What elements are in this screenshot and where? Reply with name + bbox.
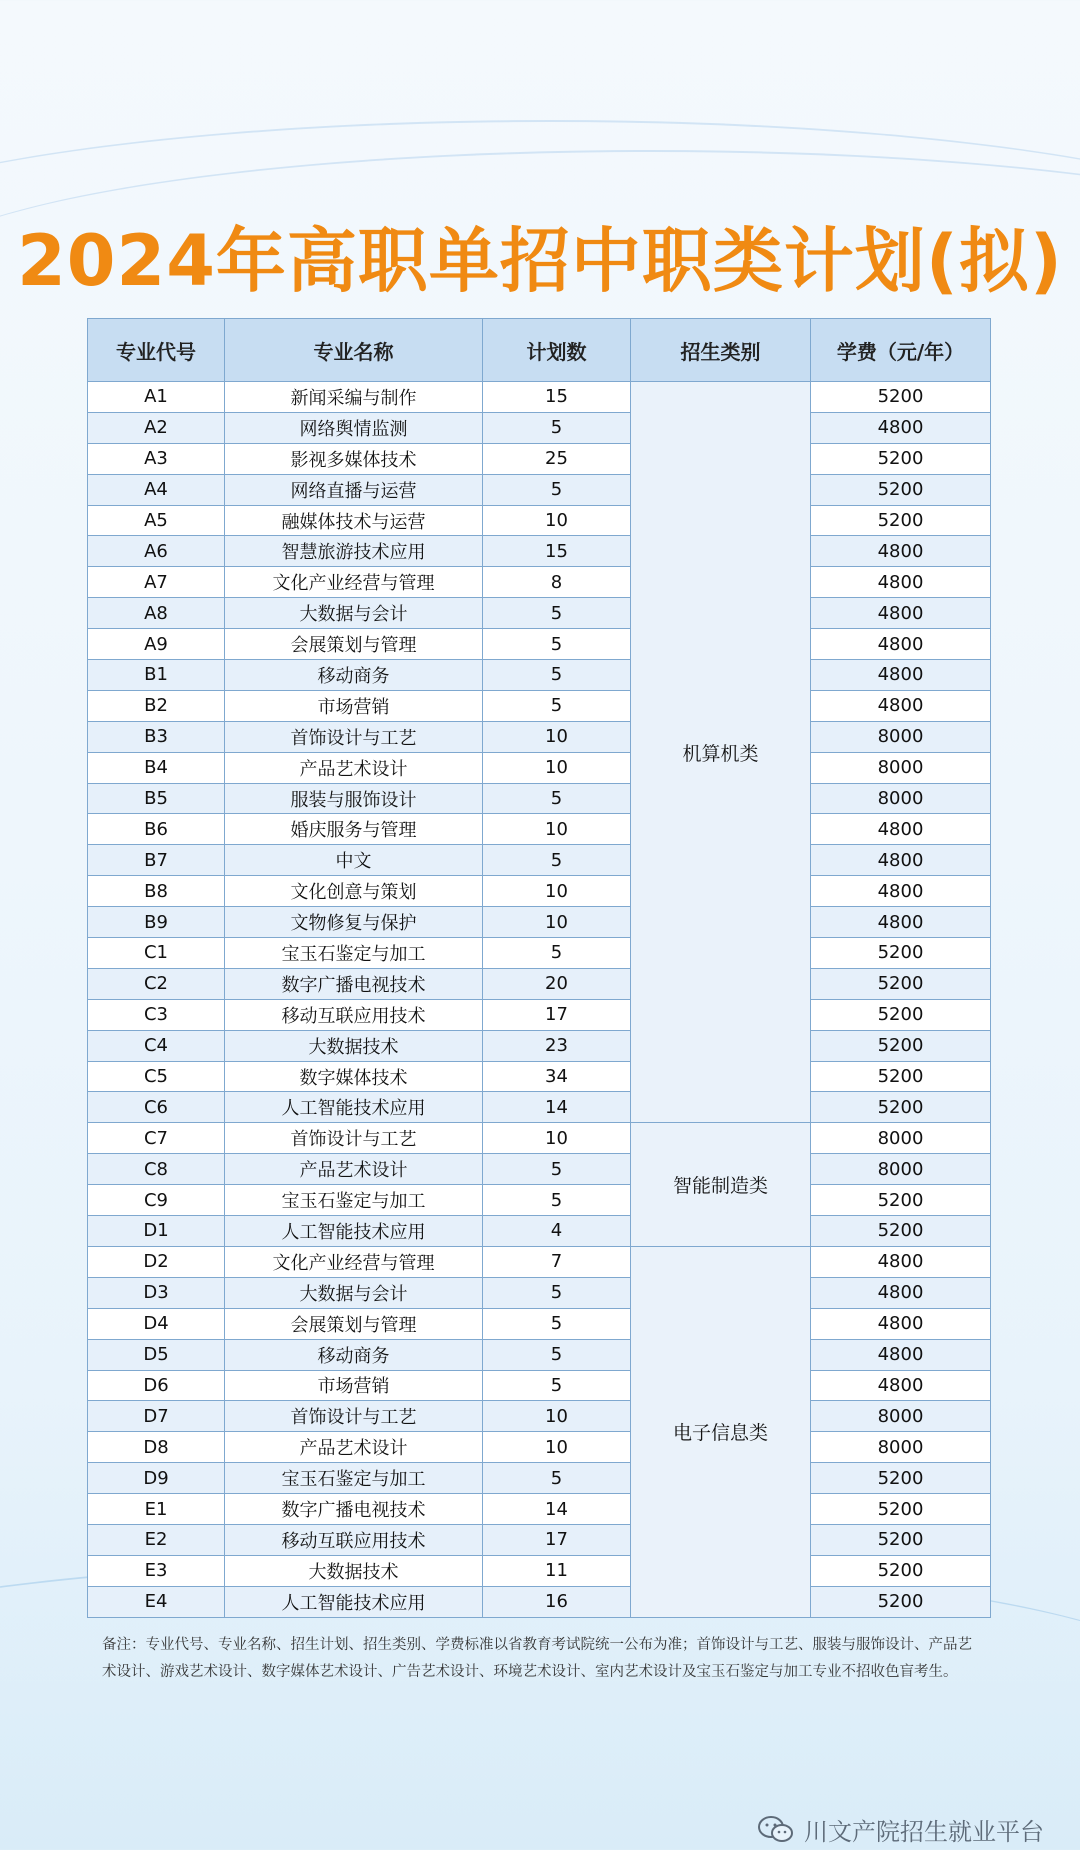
cell-name: 移动互联应用技术 (225, 1524, 483, 1555)
cell-count: 5 (483, 1185, 631, 1216)
cell-name: 文化创意与策划 (225, 876, 483, 907)
cell-code: D4 (88, 1308, 225, 1339)
cell-name: 大数据技术 (225, 1030, 483, 1061)
cell-code: A9 (88, 629, 225, 660)
cell-fee: 5200 (811, 938, 991, 969)
cell-code: C1 (88, 938, 225, 969)
cell-fee: 5200 (811, 1030, 991, 1061)
cell-fee: 5200 (811, 505, 991, 536)
cell-fee: 8000 (811, 752, 991, 783)
cell-fee: 5200 (811, 1216, 991, 1247)
cell-code: E4 (88, 1586, 225, 1617)
cell-fee: 8000 (811, 1432, 991, 1463)
cell-name: 数字广播电视技术 (225, 968, 483, 999)
cell-fee: 5200 (811, 999, 991, 1030)
table-row (88, 1216, 991, 1247)
cell-fee: 5200 (811, 382, 991, 413)
cell-fee: 4800 (811, 536, 991, 567)
cell-code: D3 (88, 1277, 225, 1308)
cell-code: A8 (88, 598, 225, 629)
cell-name: 文化产业经营与管理 (225, 1246, 483, 1277)
cell-count: 16 (483, 1586, 631, 1617)
table-row (88, 1154, 991, 1185)
table-row (88, 1494, 991, 1525)
cell-count: 5 (483, 938, 631, 969)
cell-code: C8 (88, 1154, 225, 1185)
cell-code: A7 (88, 567, 225, 598)
cell-code: B6 (88, 814, 225, 845)
cell-code: E3 (88, 1555, 225, 1586)
cell-category: 电子信息类 (631, 1246, 811, 1617)
table-row (88, 1092, 991, 1123)
cell-count: 20 (483, 968, 631, 999)
cell-name: 市场营销 (225, 1370, 483, 1401)
cell-fee: 5200 (811, 1524, 991, 1555)
cell-count: 10 (483, 814, 631, 845)
cell-fee: 5200 (811, 474, 991, 505)
cell-fee: 4800 (811, 1339, 991, 1370)
footnote: 备注：专业代号、专业名称、招生计划、招生类别、学费标准以省教育考试院统一公布为准；首饰设计与工艺、服装与服饰设计、产品艺术设计、游戏艺术设计、数字媒体艺术设计、广告艺术设计、环境艺术设计、室内艺术设计及宝玉石鉴定与加工专业不招收色盲考生。 (102, 1637, 972, 1680)
cell-fee: 4800 (811, 1277, 991, 1308)
cell-code: A3 (88, 443, 225, 474)
cell-code: A4 (88, 474, 225, 505)
table-row (88, 536, 991, 567)
cell-name: 数字媒体技术 (225, 1061, 483, 1092)
table-row (88, 567, 991, 598)
cell-fee: 5200 (811, 1586, 991, 1617)
cell-name: 影视多媒体技术 (225, 443, 483, 474)
table-row (88, 1432, 991, 1463)
cell-name: 大数据与会计 (225, 598, 483, 629)
header-category: 招生类别 (631, 319, 811, 382)
cell-name: 移动互联应用技术 (225, 999, 483, 1030)
cell-name: 首饰设计与工艺 (225, 1401, 483, 1432)
cell-code: B3 (88, 721, 225, 752)
cell-name: 数字广播电视技术 (225, 1494, 483, 1525)
cell-fee: 4800 (811, 876, 991, 907)
cell-fee: 8000 (811, 1154, 991, 1185)
table-row (88, 1586, 991, 1617)
cell-count: 5 (483, 1463, 631, 1494)
cell-fee: 4800 (811, 814, 991, 845)
cell-count: 10 (483, 721, 631, 752)
cell-name: 移动商务 (225, 660, 483, 691)
cell-count: 10 (483, 505, 631, 536)
cell-code: A5 (88, 505, 225, 536)
table-row (88, 814, 991, 845)
cell-name: 会展策划与管理 (225, 1308, 483, 1339)
cell-name: 人工智能技术应用 (225, 1586, 483, 1617)
cell-fee: 5200 (811, 1463, 991, 1494)
cell-code: D5 (88, 1339, 225, 1370)
cell-count: 15 (483, 382, 631, 413)
footer-account-name: 川文产院招生就业平台 (804, 1818, 1044, 1846)
cell-fee: 4800 (811, 1370, 991, 1401)
cell-count: 17 (483, 1524, 631, 1555)
cell-count: 4 (483, 1216, 631, 1247)
cell-name: 大数据技术 (225, 1555, 483, 1586)
cell-category: 智能制造类 (631, 1123, 811, 1247)
cell-code: B4 (88, 752, 225, 783)
cell-count: 10 (483, 907, 631, 938)
table-header (88, 319, 991, 382)
cell-fee: 4800 (811, 907, 991, 938)
cell-fee: 5200 (811, 443, 991, 474)
cell-count: 25 (483, 443, 631, 474)
cell-fee: 4800 (811, 598, 991, 629)
cell-code: C2 (88, 968, 225, 999)
cell-fee: 4800 (811, 1308, 991, 1339)
table-row (88, 629, 991, 660)
cell-name: 网络舆情监测 (225, 412, 483, 443)
cell-name: 市场营销 (225, 690, 483, 721)
cell-name: 产品艺术设计 (225, 1154, 483, 1185)
cell-count: 10 (483, 1432, 631, 1463)
cell-count: 34 (483, 1061, 631, 1092)
cell-fee: 5200 (811, 1185, 991, 1216)
cell-name: 宝玉石鉴定与加工 (225, 938, 483, 969)
cell-name: 首饰设计与工艺 (225, 1123, 483, 1154)
cell-code: C7 (88, 1123, 225, 1154)
cell-count: 5 (483, 783, 631, 814)
cell-count: 14 (483, 1092, 631, 1123)
cell-code: C4 (88, 1030, 225, 1061)
cell-name: 人工智能技术应用 (225, 1092, 483, 1123)
cell-code: C3 (88, 999, 225, 1030)
table-row (88, 1308, 991, 1339)
header-count: 计划数 (483, 319, 631, 382)
cell-count: 5 (483, 845, 631, 876)
enrollment-plan-table (87, 318, 991, 1618)
cell-count: 5 (483, 660, 631, 691)
cell-fee: 4800 (811, 660, 991, 691)
cell-code: B8 (88, 876, 225, 907)
table-row (88, 1370, 991, 1401)
cell-count: 8 (483, 567, 631, 598)
table-row (88, 783, 991, 814)
cell-fee: 8000 (811, 783, 991, 814)
cell-count: 5 (483, 629, 631, 660)
cell-code: D7 (88, 1401, 225, 1432)
cell-fee: 4800 (811, 690, 991, 721)
cell-name: 网络直播与运营 (225, 474, 483, 505)
table-row (88, 1061, 991, 1092)
header-name: 专业名称 (225, 319, 483, 382)
header-fee: 学费（元/年） (811, 319, 991, 382)
cell-fee: 5200 (811, 1061, 991, 1092)
cell-fee: 5200 (811, 968, 991, 999)
cell-name: 融媒体技术与运营 (225, 505, 483, 536)
table-row (88, 1277, 991, 1308)
cell-code: C5 (88, 1061, 225, 1092)
table-row (88, 968, 991, 999)
cell-code: E1 (88, 1494, 225, 1525)
cell-name: 中文 (225, 845, 483, 876)
cell-count: 17 (483, 999, 631, 1030)
cell-name: 产品艺术设计 (225, 1432, 483, 1463)
table-row (88, 660, 991, 691)
cell-count: 5 (483, 1277, 631, 1308)
cell-fee: 4800 (811, 567, 991, 598)
footer-account (756, 1812, 1044, 1847)
cell-fee: 4800 (811, 629, 991, 660)
cell-code: D9 (88, 1463, 225, 1494)
table-row (88, 1463, 991, 1494)
table-row (88, 938, 991, 969)
cell-count: 5 (483, 474, 631, 505)
cell-name: 宝玉石鉴定与加工 (225, 1185, 483, 1216)
cell-name: 宝玉石鉴定与加工 (225, 1463, 483, 1494)
cell-count: 5 (483, 1339, 631, 1370)
cell-name: 会展策划与管理 (225, 629, 483, 660)
cell-count: 10 (483, 876, 631, 907)
cell-code: B5 (88, 783, 225, 814)
cell-code: D2 (88, 1246, 225, 1277)
table-row (88, 999, 991, 1030)
header-row (88, 319, 991, 382)
cell-code: B7 (88, 845, 225, 876)
table-row (88, 1555, 991, 1586)
cell-code: D6 (88, 1370, 225, 1401)
cell-code: E2 (88, 1524, 225, 1555)
cell-count: 15 (483, 536, 631, 567)
cell-fee: 5200 (811, 1092, 991, 1123)
cell-name: 智慧旅游技术应用 (225, 536, 483, 567)
cell-fee: 8000 (811, 1401, 991, 1432)
cell-name: 移动商务 (225, 1339, 483, 1370)
cell-code: D1 (88, 1216, 225, 1247)
table-row (88, 721, 991, 752)
table-row (88, 752, 991, 783)
cell-code: A2 (88, 412, 225, 443)
table-row (88, 845, 991, 876)
table-row (88, 1030, 991, 1061)
cell-code: C6 (88, 1092, 225, 1123)
cell-count: 23 (483, 1030, 631, 1061)
cell-count: 5 (483, 598, 631, 629)
cell-fee: 4800 (811, 845, 991, 876)
table-row (88, 505, 991, 536)
cell-fee: 5200 (811, 1555, 991, 1586)
cell-count: 10 (483, 1401, 631, 1432)
cell-fee: 8000 (811, 721, 991, 752)
cell-fee: 5200 (811, 1494, 991, 1525)
header-code: 专业代号 (88, 319, 225, 382)
cell-count: 5 (483, 1154, 631, 1185)
table-row (88, 443, 991, 474)
wechat-icon (756, 1815, 796, 1845)
cell-name: 婚庆服务与管理 (225, 814, 483, 845)
cell-count: 5 (483, 1308, 631, 1339)
cell-fee: 8000 (811, 1123, 991, 1154)
cell-name: 新闻采编与制作 (225, 382, 483, 413)
cell-code: B2 (88, 690, 225, 721)
cell-code: B1 (88, 660, 225, 691)
cell-name: 文化产业经营与管理 (225, 567, 483, 598)
page-title: 2024年高职单招中职类计划(拟) (17, 220, 1063, 302)
cell-name: 文物修复与保护 (225, 907, 483, 938)
cell-code: A1 (88, 382, 225, 413)
table-row (88, 1246, 991, 1277)
table-row (88, 1401, 991, 1432)
cell-count: 5 (483, 1370, 631, 1401)
cell-code: A6 (88, 536, 225, 567)
table-row (88, 907, 991, 938)
cell-fee: 4800 (811, 412, 991, 443)
cell-count: 5 (483, 412, 631, 443)
cell-category: 机算机类 (631, 382, 811, 1123)
cell-code: B9 (88, 907, 225, 938)
table-row (88, 598, 991, 629)
cell-fee: 4800 (811, 1246, 991, 1277)
cell-count: 10 (483, 752, 631, 783)
cell-name: 大数据与会计 (225, 1277, 483, 1308)
table-row (88, 1524, 991, 1555)
table-row (88, 1123, 991, 1154)
cell-name: 首饰设计与工艺 (225, 721, 483, 752)
cell-name: 产品艺术设计 (225, 752, 483, 783)
cell-count: 14 (483, 1494, 631, 1525)
cell-count: 5 (483, 690, 631, 721)
cell-count: 10 (483, 1123, 631, 1154)
table-row (88, 1339, 991, 1370)
cell-count: 11 (483, 1555, 631, 1586)
cell-code: D8 (88, 1432, 225, 1463)
table-row (88, 1185, 991, 1216)
table-row (88, 382, 991, 413)
cell-code: C9 (88, 1185, 225, 1216)
cell-name: 人工智能技术应用 (225, 1216, 483, 1247)
table-row (88, 474, 991, 505)
cell-name: 服装与服饰设计 (225, 783, 483, 814)
cell-count: 7 (483, 1246, 631, 1277)
table-row (88, 876, 991, 907)
table-row (88, 412, 991, 443)
table-body (88, 382, 991, 1618)
table-row (88, 690, 991, 721)
